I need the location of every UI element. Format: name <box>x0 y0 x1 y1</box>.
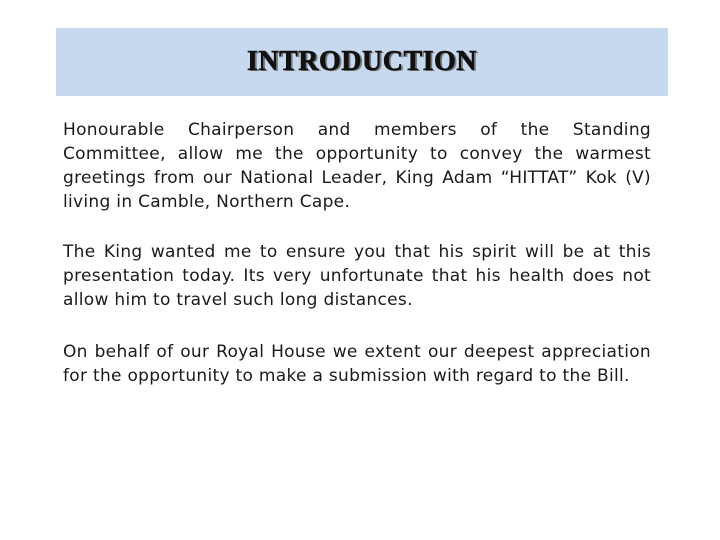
title-banner <box>56 28 668 96</box>
paragraph-king-message: The King wanted me to ensure you that his spirit will be at this presentation today. Its very unfortunate that his health does not allow him to travel such long distances. <box>63 242 651 310</box>
body-text <box>63 118 651 412</box>
paragraph-greeting: Honourable Chairperson and members of the Standing Committee, allow me the opportunity to convey the warmest greetings from our National Leader, King Adam “HITTAT” Kok (V) living in Camble, Northern Cape. <box>63 120 651 212</box>
page-title: INTRODUCTION <box>246 46 478 77</box>
paragraph-appreciation: On behalf of our Royal House we extent our deepest appreciation for the opportunity to make a submission with regard to the Bill. <box>63 342 651 386</box>
